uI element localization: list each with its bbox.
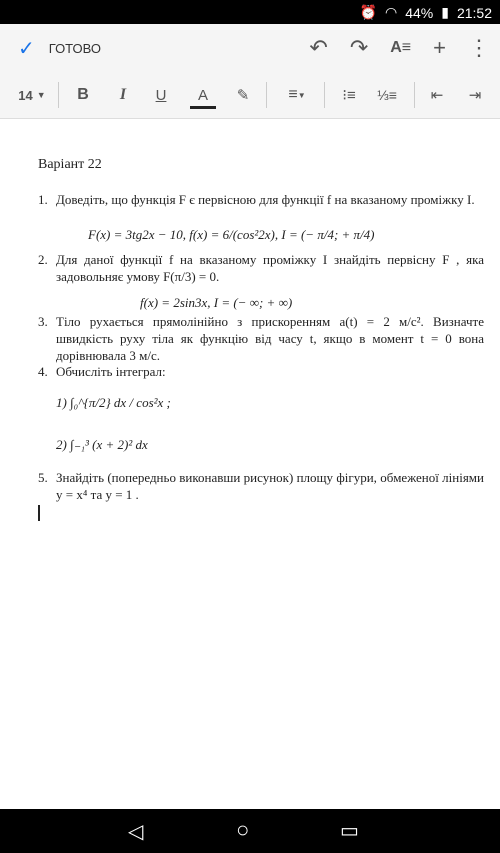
- task-number: 5.: [38, 470, 48, 485]
- alarm-icon: ⏰: [359, 4, 377, 20]
- chevron-down-icon: ▼: [36, 90, 46, 100]
- integral-1: 1) ∫₀^{π/2} dx / cos²x ;: [56, 395, 171, 410]
- bulleted-list-icon[interactable]: ⁝≡: [342, 87, 356, 104]
- decrease-indent-icon[interactable]: ⇤: [430, 87, 444, 104]
- italic-icon[interactable]: I: [119, 86, 127, 103]
- text-color-icon[interactable]: A: [190, 84, 216, 109]
- task-text: Обчисліть інтеграл:: [56, 364, 166, 379]
- task-number: 3.: [38, 314, 48, 329]
- recents-icon[interactable]: ▭: [340, 820, 359, 842]
- undo-icon[interactable]: ↶: [309, 35, 328, 60]
- task-text: Знайдіть (попередньо виконавши рисунок) площу фігури, обмеженої лініями y = x⁴ та y = 1 .: [56, 470, 484, 502]
- integral-2: 2) ∫₋₁³ (x + 2)² dx: [56, 437, 148, 452]
- divider: [414, 82, 415, 108]
- task-text: Тіло рухається прямолінійно з прискоренням a(t) = 2 м/с². Визначте швидкість руху тіла як функцію від часу t, якщо в момент t = 0 вона дорівнювала 3 м/с.: [56, 314, 484, 363]
- check-icon: ✓: [18, 37, 35, 60]
- task-text: Доведіть, що функція F є первісною для функції f на вказаному проміжку I.: [56, 192, 475, 207]
- task-number: 2.: [38, 252, 48, 267]
- font-size-value: 14: [18, 87, 33, 103]
- underline-icon[interactable]: U: [155, 86, 167, 104]
- align-dropdown-icon[interactable]: ≡ ▼: [288, 86, 306, 103]
- battery-icon: ▮: [441, 4, 449, 20]
- font-size-dropdown[interactable]: [10, 77, 54, 113]
- status-bar: [0, 0, 500, 24]
- divider: [266, 82, 267, 108]
- document-body[interactable]: [0, 119, 500, 809]
- done-label: ГОТОВО: [48, 40, 102, 56]
- home-icon[interactable]: ○: [236, 817, 250, 842]
- text-format-icon[interactable]: A≡: [390, 39, 412, 56]
- task-text: Для даної функції f на вказаному проміжку I знайдіть первісну F , яка задовольняє умову F(π/3) = 0.: [56, 252, 484, 284]
- highlight-pen-icon[interactable]: ✎: [236, 87, 250, 104]
- done-button[interactable]: [18, 36, 101, 61]
- divider: [324, 82, 325, 108]
- text-cursor: [38, 505, 40, 521]
- navigation-bar: [0, 809, 500, 853]
- bold-icon[interactable]: B: [77, 86, 89, 103]
- app-bar: [0, 24, 500, 72]
- battery-percent: 44%: [405, 4, 434, 21]
- back-icon[interactable]: ◁: [128, 821, 144, 843]
- formula-2: f(x) = 2sin3x, I = (− ∞; + ∞): [140, 295, 293, 310]
- task-number: 4.: [38, 364, 48, 379]
- numbered-list-icon[interactable]: ⅓≡: [377, 87, 397, 103]
- variant-title: Варіант 22: [38, 157, 102, 172]
- clock: 21:52: [456, 4, 492, 21]
- format-toolbar: [0, 72, 500, 119]
- task-number: 1.: [38, 192, 48, 207]
- divider: [58, 82, 59, 108]
- formula-1: F(x) = 3tg2x − 10, f(x) = 6/(cos²2x), I = (− π/4; + π/4): [88, 227, 375, 242]
- increase-indent-icon[interactable]: ⇥: [468, 87, 482, 104]
- more-icon[interactable]: ⋮: [468, 35, 490, 60]
- wifi-icon: ◠: [384, 4, 398, 20]
- redo-icon[interactable]: ↷: [349, 35, 369, 60]
- add-icon[interactable]: +: [433, 35, 446, 60]
